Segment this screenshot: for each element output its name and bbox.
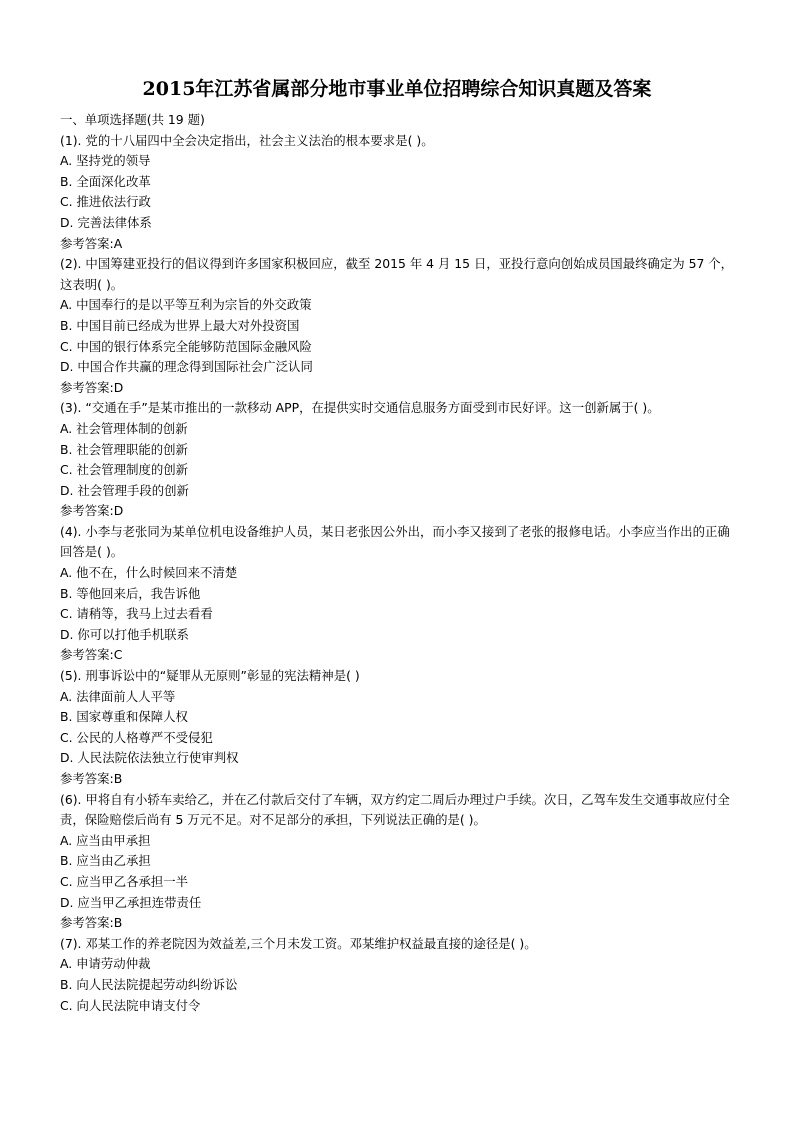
question-4-option-c: C. 请稍等，我马上过去看看 — [60, 606, 213, 622]
question-2-option-c: C. 中国的银行体系完全能够防范国际金融风险 — [60, 338, 312, 354]
document-title: 2015年江苏省属部分地市事业单位招聘综合知识真题及答案 — [142, 78, 652, 100]
question-5-option-b: B. 国家尊重和保障人权 — [60, 709, 188, 725]
question-3-option-b: B. 社会管理职能的创新 — [60, 441, 188, 457]
question-4-stem: (4). 小李与老张同为某单位机电设备维护人员，某日老张因公外出，而小李又接到了老张的报修电话。小李应当作出的正确回答是( )。 — [60, 523, 730, 560]
question-7-option-b: B. 向人民法院提起劳动纠纷诉讼 — [60, 976, 238, 992]
question-2-option-b: B. 中国目前已经成为世界上最大对外投资国 — [60, 317, 300, 333]
question-6-option-b: B. 应当由乙承担 — [60, 853, 151, 869]
question-2-stem: (2). 中国筹建亚投行的倡议得到许多国家积极回应，截至 2015 年 4 月 15 日，亚投行意向创始成员国最终确定为 57 个，这表明( )。 — [60, 256, 734, 292]
question-5-answer: 参考答案:B — [60, 771, 123, 786]
question-4-option-b: B. 等他回来后，我告诉他 — [60, 585, 201, 601]
question-1-option-a: A. 坚持党的领导 — [60, 153, 151, 169]
question-6-stem: (6). 甲将自有小轿车卖给乙，并在乙付款后交付了车辆，双方约定二周后办理过户手续。次日，乙驾车发生交通事故应付全责，保险赔偿后尚有 5 万元不足。对不足部分的承担，下列说法正确的是( )。 — [60, 791, 730, 828]
question-3-option-a: A. 社会管理体制的创新 — [60, 420, 188, 436]
question-7-option-c: C. 向人民法院申请支付令 — [60, 997, 201, 1013]
question-2-option-a: A. 中国奉行的是以平等互利为宗旨的外交政策 — [60, 297, 312, 313]
question-4-answer: 参考答案:C — [60, 647, 123, 663]
question-2-option-d: D. 中国合作共赢的理念得到国际社会广泛认同 — [60, 359, 313, 375]
question-6-option-d: D. 应当甲乙承担连带责任 — [60, 894, 202, 910]
question-6-option-a: A. 应当由甲承担 — [60, 832, 151, 848]
question-6-option-c: C. 应当甲乙各承担一半 — [60, 873, 189, 889]
question-2-answer: 参考答案:D — [60, 379, 124, 395]
question-5-option-d: D. 人民法院依法独立行使审判权 — [60, 750, 239, 766]
question-4-option-d: D. 你可以打他手机联系 — [60, 626, 189, 642]
question-7-option-a: A. 申请劳动仲裁 — [60, 956, 151, 972]
question-3-answer: 参考答案:D — [60, 503, 124, 519]
document-body — [60, 110, 740, 1016]
question-1-stem: (1). 党的十八届四中全会决定指出，社会主义法治的根本要求是( )。 — [60, 132, 434, 148]
question-3-stem: (3). “交通在手”是某市推出的一款移动 APP，在提供实时交通信息服务方面受到市民好评。这一创新属于( )。 — [60, 400, 660, 416]
question-3-option-d: D. 社会管理手段的创新 — [60, 482, 189, 498]
question-6-answer: 参考答案:B — [60, 915, 123, 931]
question-1-option-c: C. 推进依法行政 — [60, 194, 151, 210]
question-1-option-d: D. 完善法律体系 — [60, 214, 152, 230]
question-5-option-c: C. 公民的人格尊严不受侵犯 — [60, 729, 213, 745]
question-3-option-c: C. 社会管理制度的创新 — [60, 462, 189, 478]
question-7-stem: (7). 邓某工作的养老院因为效益差,三个月未发工资。邓某维护权益最直接的途径是( )。 — [60, 935, 537, 951]
question-1-answer: 参考答案:A — [60, 235, 123, 251]
question-5-option-a: A. 法律面前人人平等 — [60, 688, 176, 704]
question-4-option-a: A. 他不在，什么时候回来不清楚 — [60, 565, 238, 581]
question-1-option-b: B. 全面深化改革 — [60, 173, 151, 189]
question-5-stem: (5). 刑事诉讼中的“疑罪从无原则”彰显的宪法精神是( ) — [60, 668, 360, 684]
section-heading: 一、单项选择题(共 19 题) — [60, 112, 205, 127]
